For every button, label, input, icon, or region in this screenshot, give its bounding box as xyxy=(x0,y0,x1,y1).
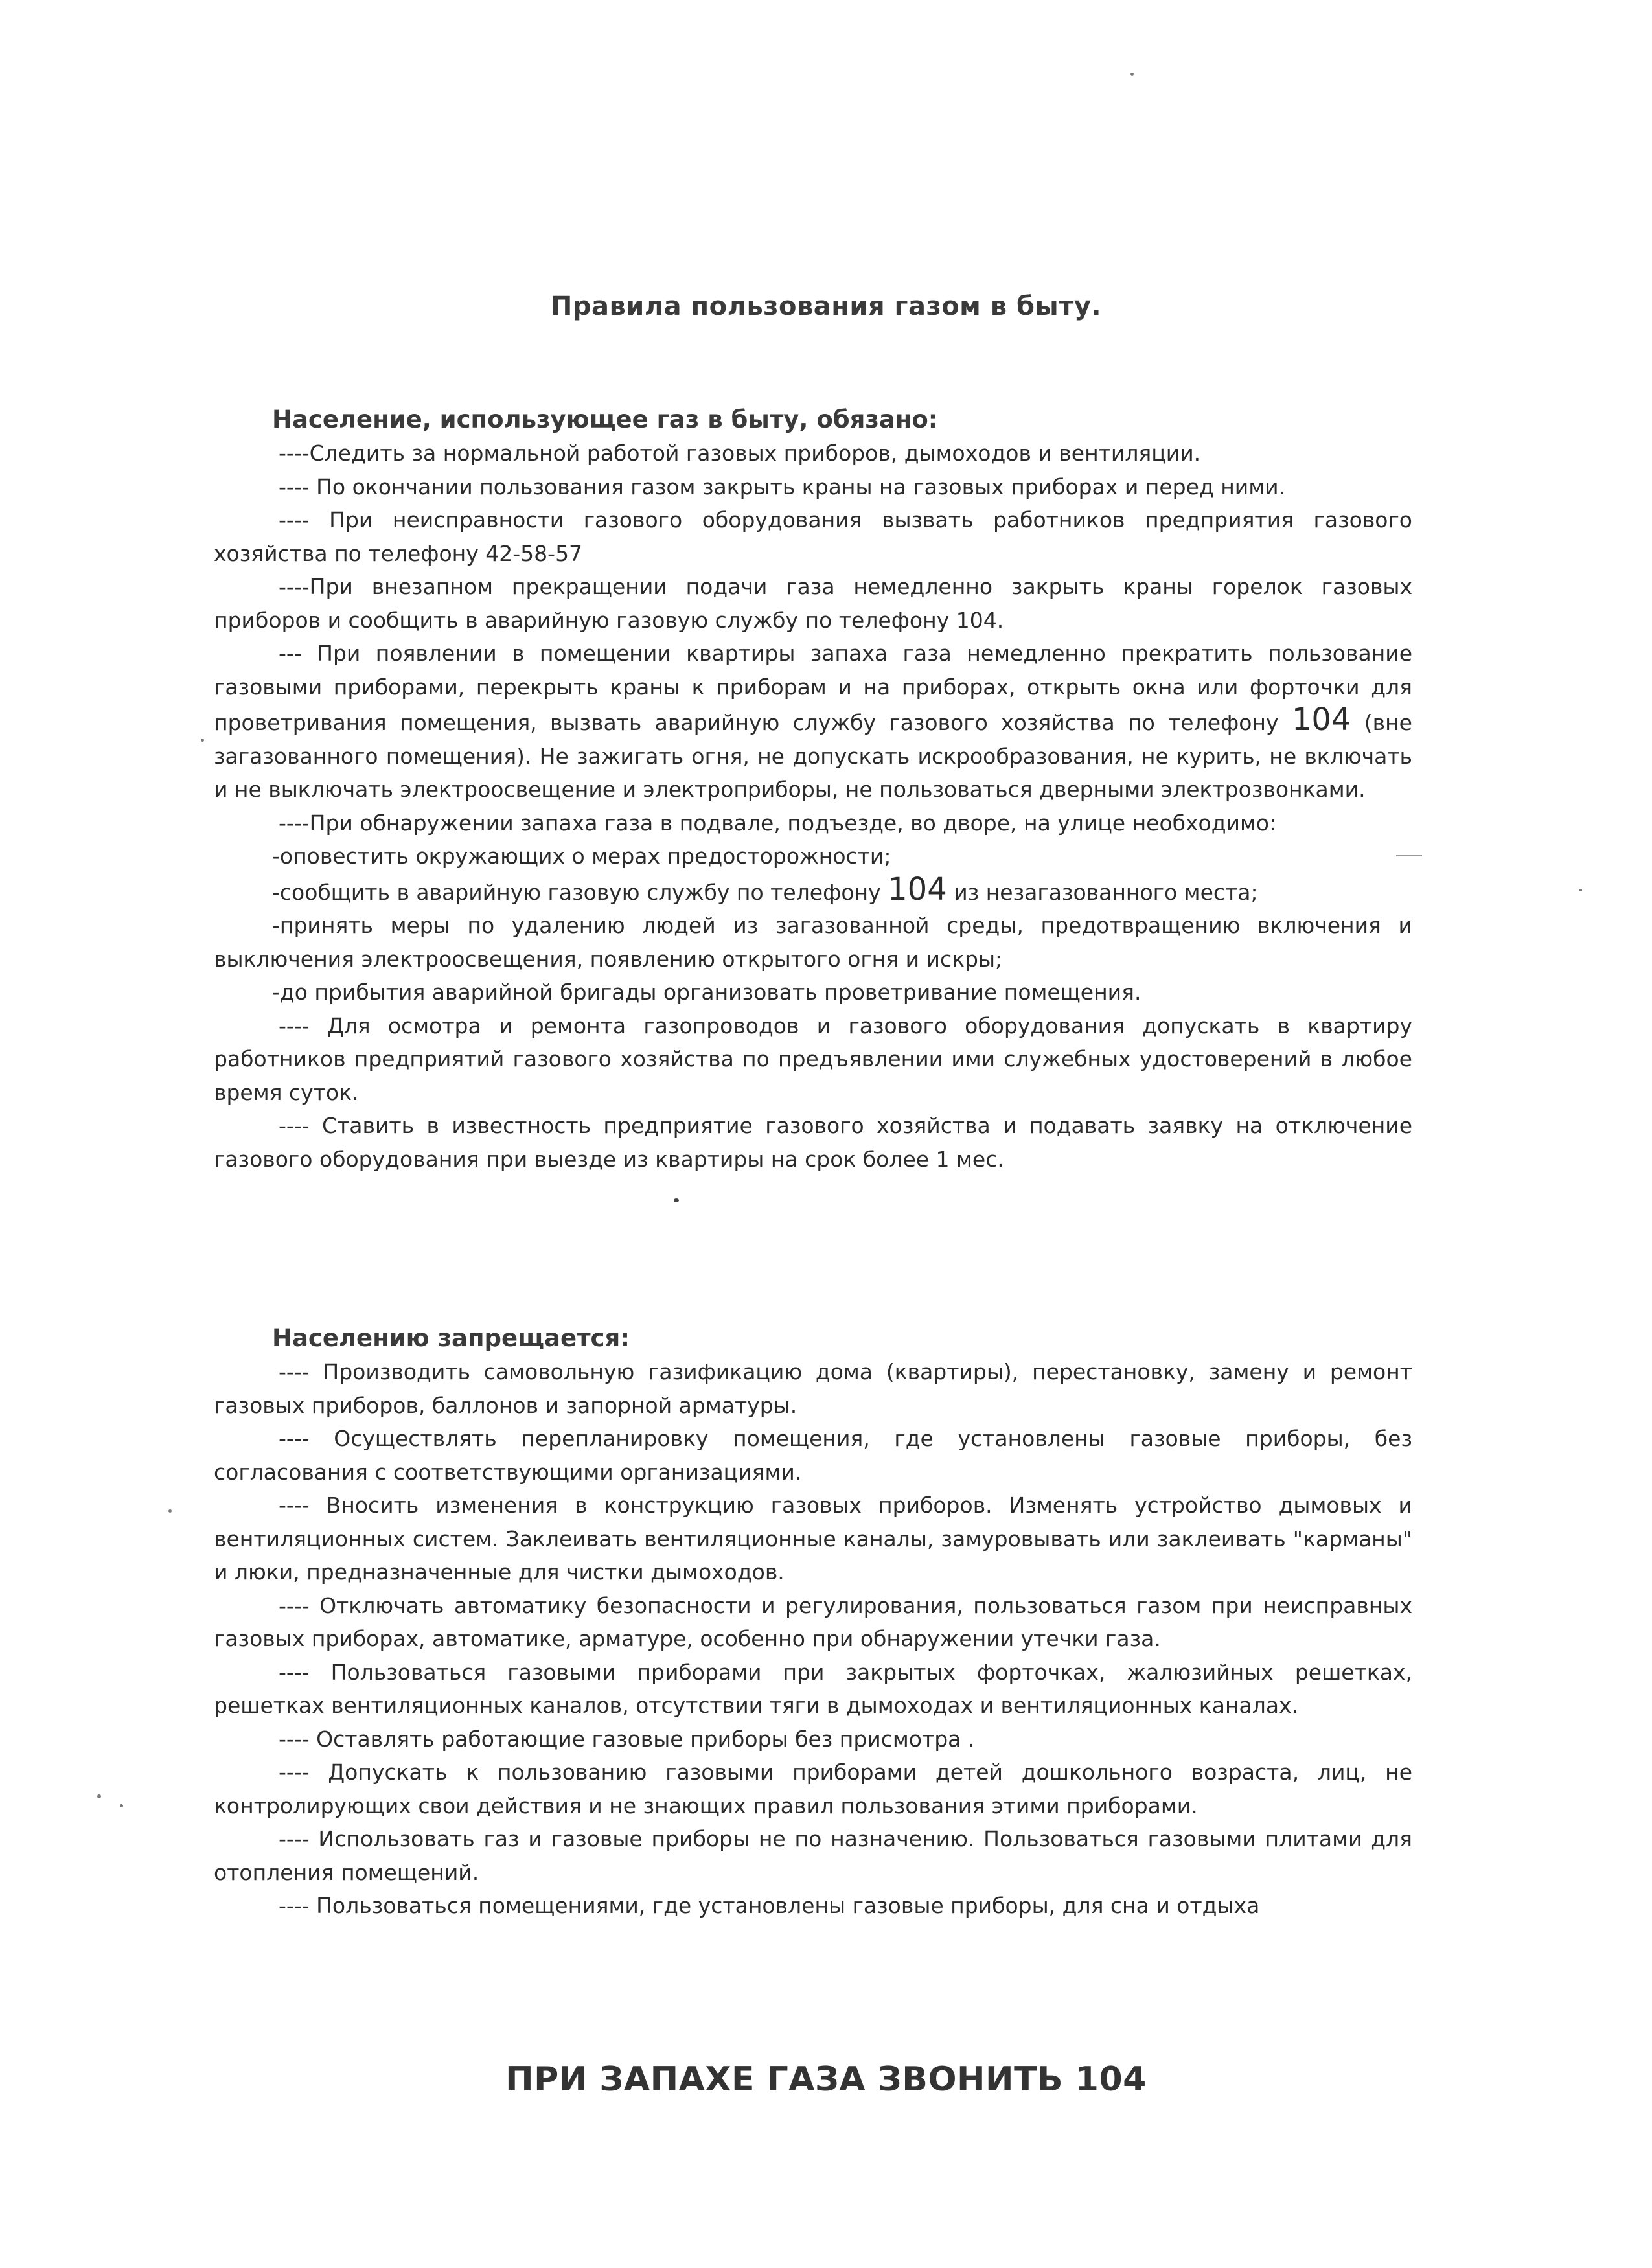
paragraph: ---- Пользоваться газовыми приборами при закрытых форточках, жалюзийных решетках, решетках вентиляционных каналов, отсутствии тяги в дымоходах и вентиляционных каналах. xyxy=(214,1659,1412,1718)
phone-number: 104 xyxy=(888,871,947,908)
scan-speck xyxy=(201,739,204,742)
paragraph-text: -сообщить в аварийную газовую службу по телефону xyxy=(272,879,888,905)
paragraph: -принять меры по удалению людей из загазованной среды, предотвращению включения и выключения электроосвещения, появлению открытого огня и искры; xyxy=(214,913,1412,972)
paragraph: ---- Для осмотра и ремонта газопроводов и газового оборудования допускать в квартиру работников предприятий газового хозяйства по предъявлении ими служебных удостоверений в любое время суток. xyxy=(214,1013,1412,1105)
paragraph: ----Следить за нормальной работой газовых приборов, дымоходов и вентиляции. xyxy=(279,441,1201,466)
prohibitions-list xyxy=(214,1355,1412,1923)
prohibitions-heading: Населению запрещается: xyxy=(272,1324,630,1352)
scan-speck xyxy=(674,1198,679,1202)
scan-speck xyxy=(168,1509,172,1513)
obligations-list xyxy=(214,437,1412,1176)
paragraph: ---- Допускать к пользованию газовыми приборами детей дошкольного возраста, лиц, не контролирующих свои действия и не знающих правил пользования этими приборами. xyxy=(214,1759,1412,1818)
obligations-heading: Население, использующее газ в быту, обязано: xyxy=(272,406,938,433)
emergency-footer: ПРИ ЗАПАХЕ ГАЗА ЗВОНИТЬ 104 xyxy=(505,2060,1147,2099)
scan-speck xyxy=(97,1794,101,1798)
paragraph: ---- При неисправности газового оборудования вызвать работников предприятия газового хозяйства по телефону 42-58-57 xyxy=(214,507,1412,566)
prohibitions-section xyxy=(214,1322,1412,1923)
paragraph xyxy=(214,637,1412,807)
scan-speck xyxy=(1396,855,1422,856)
document-title: Правила пользования газом в быту. xyxy=(550,292,1102,321)
paragraph: ---- Использовать газ и газовые приборы не по назначению. Пользоваться газовыми плитами для отопления помещений. xyxy=(214,1826,1412,1885)
paragraph xyxy=(214,873,1412,910)
paragraph: ---- Отключать автоматику безопасности и регулирования, пользоваться газом при неисправных газовых приборах, автоматике, арматуре, особенно при обнаружении утечки газа. xyxy=(214,1592,1412,1651)
scan-speck xyxy=(120,1804,123,1807)
paragraph: ----При внезапном прекращении подачи газа немедленно закрыть краны горелок газовых приборов и сообщить в аварийную газовую службу по телефону 104. xyxy=(214,574,1412,633)
paragraph: ---- Пользоваться помещениями, где установлены газовые приборы, для сна и отдыха xyxy=(279,1893,1260,1918)
scan-speck xyxy=(1579,889,1582,891)
paragraph: ---- Осуществлять перепланировку помещения, где установлены газовые приборы, без согласования с соответствующими организациями. xyxy=(214,1426,1412,1485)
paragraph: -до прибытия аварийной бригады организовать проветривание помещения. xyxy=(272,979,1141,1005)
paragraph: ----При обнаружении запаха газа в подвале, подъезде, во дворе, на улице необходимо: xyxy=(279,810,1277,836)
paragraph-text: --- При появлении в помещении квартиры запаха газа немедленно прекратить пользование газовыми приборами, перекрыть краны к приборам и на приборах, открыть окна или форточки для проветривания помещения, вызвать аварийную службу газового хозяйства по телефону xyxy=(214,641,1412,735)
paragraph: ---- Производить самовольную газификацию дома (квартиры), перестановку, замену и ремонт газовых приборов, баллонов и запорной арматуры. xyxy=(214,1359,1412,1418)
paragraph-text: (вне загазованного помещения). Не зажигать огня, не допускать искрообразования, не курить, не включать и не выключать электроосвещение и электроприборы, не пользоваться дверными электрозвонками. xyxy=(214,710,1412,802)
phone-number: 104 xyxy=(1291,702,1351,738)
paragraph: ---- Ставить в известность предприятие газового хозяйства и подавать заявку на отключение газового оборудования при выезде из квартиры на срок более 1 мес. xyxy=(214,1113,1412,1172)
paragraph: -оповестить окружающих о мерах предосторожности; xyxy=(272,843,891,869)
obligations-section xyxy=(214,403,1412,1176)
paragraph: ---- Оставлять работающие газовые приборы без присмотра . xyxy=(279,1726,975,1752)
paragraph-text: из незагазованного места; xyxy=(946,879,1258,905)
scan-speck xyxy=(1130,73,1134,76)
paragraph: ---- По окончании пользования газом закрыть краны на газовых приборах и перед ними. xyxy=(279,474,1286,499)
paragraph: ---- Вносить изменения в конструкцию газовых приборов. Изменять устройство дымовых и вентиляционных систем. Заклеивать вентиляционные каналы, замуровывать или заклеивать "карманы" и люки, предназначенные для чистки дымоходов. xyxy=(214,1493,1412,1585)
